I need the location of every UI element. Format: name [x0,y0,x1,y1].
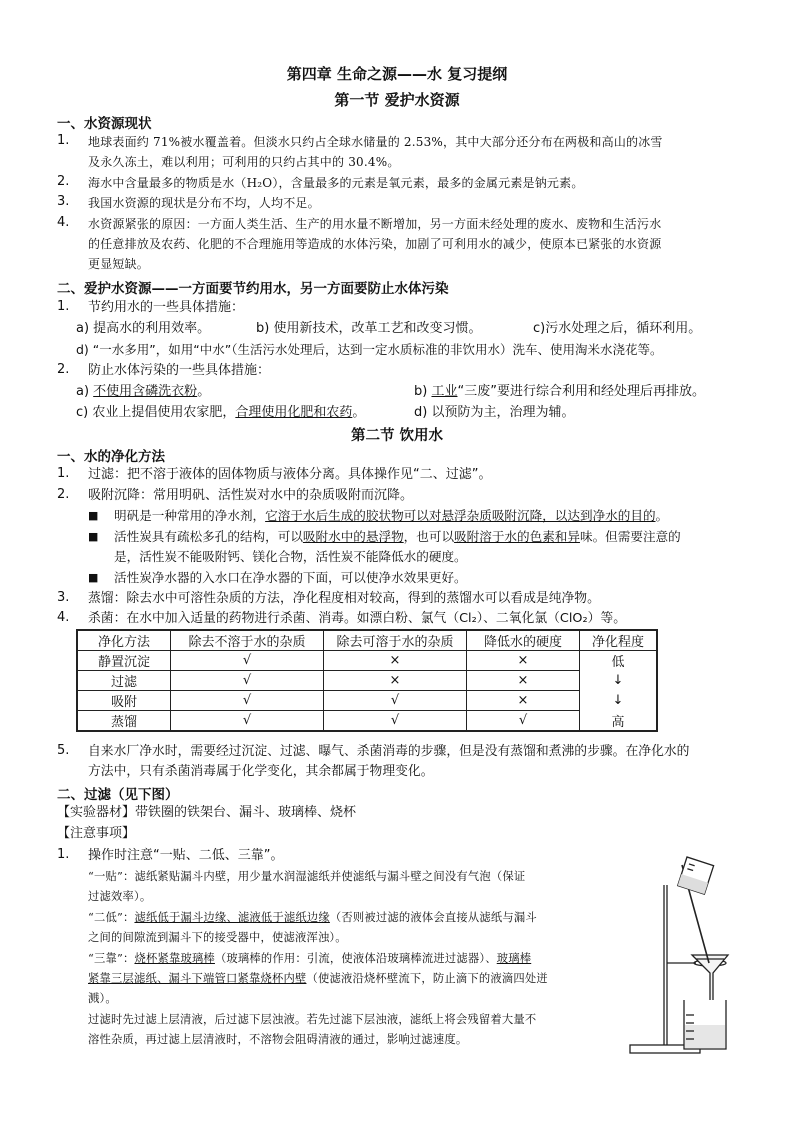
pollution-d: d) 以预防为主，治理为辅。 [414,405,575,420]
heading-filtration: 二、过滤（见下图） [57,787,179,803]
table-cell: × [467,691,580,711]
rule-two-low: “二低”：滤纸低于漏斗边缘、滤液低于滤纸边缘（否则被过滤的液体会直接从滤纸与漏斗 [88,911,537,924]
table-cell: √ [324,711,467,732]
bullet-icon: ■ [88,509,99,522]
rule-two-low-2: 之间的间隙流到漏斗下的接受器中，使滤液浑浊）。 [88,931,347,944]
heading-purification: 一、水的净化方法 [57,449,165,465]
table-cell: 吸附 [77,691,171,711]
rule-three-touch-3: 溅）。 [88,992,117,1005]
pollution-c: c) 农业上提倡使用农家肥，合理使用化肥和农药。 [76,405,366,420]
num-1: 1. [57,847,70,862]
para-1-4b: 的任意排放及农药、化肥的不合理施用等造成的水体污染，加剧了可利用水的减少，使原本已紧张的水资源 [88,237,662,251]
para-2-2: 防止水体污染的一些具体措施： [88,363,271,378]
table-cell: √ [171,671,324,691]
carbon-note-2: 是，活性炭不能吸附钙、镁化合物，活性炭不能降低水的硬度。 [114,549,467,564]
table-header: 降低水的硬度 [467,630,580,651]
section-title-1: 第一节 爱护水资源 [334,91,460,109]
table-row [77,671,657,691]
heading-protect-water: 二、爱护水资源——一方面要节约用水，另一方面要防止水体污染 [57,281,449,297]
table-header: 除去不溶于水的杂质 [171,630,324,651]
rule-one-stick-2: 过滤效率）。 [88,890,152,903]
chapter-title: 第四章 生命之源——水 复习提纲 [286,65,508,83]
measure-b: b) 使用新技术，改革工艺和改变习惯。 [256,321,482,336]
table-cell: × [467,671,580,691]
filter-device-note: 活性炭净水器的入水口在净水器的下面，可以使净水效果更好。 [114,570,467,585]
rule-three-touch: “三靠”：烧杯紧靠玻璃棒（玻璃棒的作用：引流，使液体沿玻璃棒流进过滤器）、玻璃棒 [88,952,532,965]
num-1: 1. [57,299,70,314]
table-cell: 静置沉淀 [77,651,171,671]
purify-1: 过滤：把不溶于液体的固体物质与液体分离。具体操作见“二、过滤”。 [88,467,492,482]
num-1: 1. [57,133,70,148]
num-5: 5. [57,743,70,758]
funnel [692,955,728,1003]
table-header: 净化程度 [580,630,658,651]
table-cell: × [324,671,467,691]
table-cell: √ [171,711,324,732]
num-3: 3. [57,590,70,605]
table-row [77,711,657,732]
rule-order: 过滤时先过滤上层清液，后过滤下层浊液。若先过滤下层浊液，滤纸上将会残留着大量不 [88,1013,537,1026]
table-cell: √ [171,691,324,711]
heading-water-status: 一、水资源现状 [57,116,152,132]
table-cell: √ [324,691,467,711]
table-cell: 低 [580,651,658,671]
notes-heading: 【注意事项】 [57,826,136,841]
purify-5b: 方法中，只有杀菌消毒属于化学变化，其余都属于物理变化。 [88,764,434,779]
table-cell: ↓ [580,691,658,711]
rule-one-stick: “一贴”：滤纸紧贴漏斗内壁，用少量水润湿滤纸并使滤纸与漏斗壁之间没有气泡（保证 [88,870,526,883]
purify-5a: 自来水厂净水时，需要经过沉淀、过滤、曝气、杀菌消毒的步骤，但是没有蒸馏和煮沸的步骤。在净化水的 [88,744,690,759]
num-4: 4. [57,610,70,625]
table-cell: × [467,651,580,671]
measure-d: d) “一水多用”，如用“中水”（生活污水处理后，达到一定水质标准的非饮用水）洗车、使用淘米水浇花等。 [76,342,663,357]
num-1: 1. [57,466,70,481]
para-2-1: 节约用水的一些具体措施： [88,300,245,315]
filtration-apparatus-illustration [624,855,734,1060]
table-cell: ↓ [580,671,658,691]
table-cell: √ [171,651,324,671]
purify-4: 杀菌：在水中加入适量的药物进行杀菌、消毒。如漂白粉、氯气（Cl₂）、二氧化氯（ClO₂）等。 [88,611,626,626]
table-header: 除去可溶于水的杂质 [324,630,467,651]
num-4: 4. [57,215,70,230]
table-cell: 过滤 [77,671,171,691]
bullet-icon: ■ [88,530,99,543]
num-2: 2. [57,362,70,377]
purify-3: 蒸馏：除去水中可溶性杂质的方法，净化程度相对较高，得到的蒸馏水可以看成是纯净物。 [88,591,600,606]
table-cell: √ [467,711,580,732]
alum-note: 明矾是一种常用的净水剂，它溶于水后生成的胶状物可以对悬浮杂质吸附沉降，以达到净水的目的。 [114,508,669,523]
table-row [77,691,657,711]
carbon-note: 活性炭具有疏松多孔的结构，可以吸附水中的悬浮物，也可以吸附溶于水的色素和异味。但需要注意的 [114,529,681,544]
para-1-2: 海水中含量最多的物质是水（H₂O），含量最多的元素是氧元素，最多的金属元素是钠元素。 [88,176,584,190]
table-header: 净化方法 [77,630,171,651]
pouring-beaker [678,857,714,894]
table-row [77,651,657,671]
table-cell: 蒸馏 [77,711,171,732]
measure-a: a) 提高水的利用效率。 [76,321,211,336]
pollution-a: a) 不使用含磷洗衣粉。 [76,384,211,399]
rule-1: 操作时注意“一贴、二低、三靠”。 [88,848,284,863]
rule-three-touch-2: 紧靠三层滤纸、漏斗下端管口紧靠烧杯内壁（使滤液沿烧杯壁流下，防止滴下的液滴四处迸 [88,972,548,985]
rule-order-2: 溶性杂质，再过滤上层清液时，不溶物会阻碍清液的通过，影响过滤速度。 [88,1033,468,1046]
equipment: 【实验器材】带铁圈的铁架台、漏斗、玻璃棒、烧杯 [57,805,357,820]
num-2: 2. [57,174,70,189]
bullet-icon: ■ [88,571,99,584]
para-1-4a: 水资源紧张的原因：一方面人类生活、生产的用水量不断增加，另一方面未经处理的废水、废物和生活污水 [88,217,662,231]
table-header-row [77,630,657,651]
para-1-1a: 地球表面约 71%被水覆盖着。但淡水只约占全球水储量的 2.53%，其中大部分还分布在两极和高山的冰雪 [88,135,663,149]
purification-table [76,629,658,732]
para-1-4c: 更显短缺。 [88,257,150,271]
measure-c: c)污水处理之后，循环利用。 [533,321,702,336]
para-1-1b: 及永久冻土，难以利用；可利用的只约占其中的 30.4%。 [88,155,400,169]
section-title-2: 第二节 饮用水 [350,428,444,444]
purify-2: 吸附沉降：常用明矾、活性炭对水中的杂质吸附而沉降。 [88,488,414,503]
num-2: 2. [57,487,70,502]
num-3: 3. [57,194,70,209]
pollution-b: b) 工业“三废”要进行综合利用和经处理后再排放。 [414,384,705,399]
para-1-3: 我国水资源的现状是分布不均，人均不足。 [88,196,320,210]
table-cell: × [324,651,467,671]
table-cell: 高 [580,711,658,732]
